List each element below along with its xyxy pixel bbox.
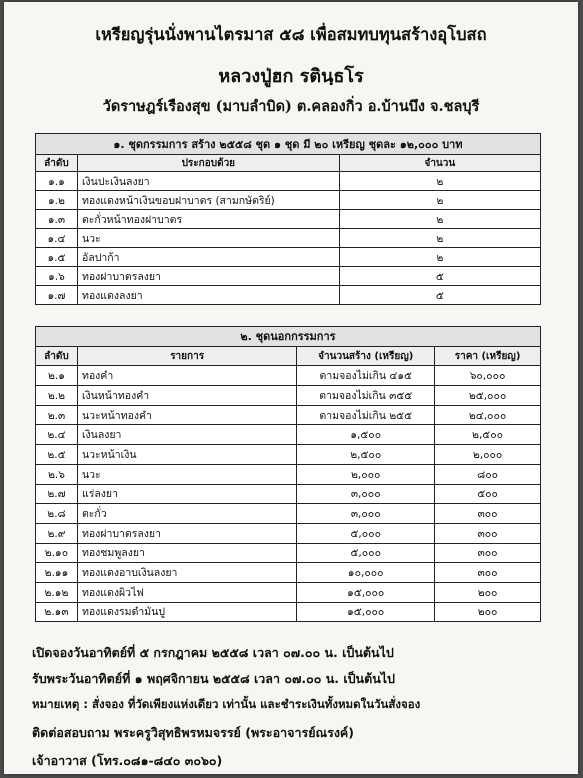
row-no: ๒.๑๑	[36, 563, 78, 583]
row-price: ๒๕,๐๐๐	[435, 386, 541, 406]
row-no: ๒.๑	[36, 366, 78, 386]
table-row	[36, 602, 541, 622]
row-item: เงินลงยา	[77, 425, 296, 445]
row-price: ๓๐๐	[435, 504, 541, 524]
row-no: ๑.๔	[36, 229, 78, 248]
table-row	[36, 248, 541, 267]
row-price: ๖๐,๐๐๐	[435, 366, 541, 386]
row-qty: ๕,๐๐๐	[297, 543, 435, 563]
table-row	[36, 386, 541, 406]
row-item: นวะ	[77, 464, 296, 484]
row-no: ๑.๗	[36, 286, 78, 305]
table-row	[36, 191, 541, 210]
row-qty: ๑๕,๐๐๐	[297, 582, 435, 602]
row-no: ๑.๖	[36, 267, 78, 286]
table-row	[36, 582, 541, 602]
row-no: ๒.๑๒	[36, 582, 78, 602]
table-caption: ๑. ชุดกรรมการ สร้าง ๒๕๕๘ ชุด ๑ ชุด มี ๒๐ เหรียญ ชุดละ ๑๒,๐๐๐ บาท	[36, 134, 541, 155]
row-item: ตะกั่วหน้าทองฝาบาตร	[77, 210, 339, 229]
row-qty: ๒	[339, 229, 540, 248]
row-no: ๒.๑๐	[36, 543, 78, 563]
column-header-item: ประกอบด้วย	[77, 155, 339, 172]
table-row	[36, 229, 541, 248]
committee-set-table	[35, 133, 541, 305]
row-no: ๒.๓	[36, 405, 78, 425]
row-item: ทองแดงรมดำมันปู	[77, 602, 296, 622]
row-item: แร่ลงยา	[77, 484, 296, 504]
row-qty: ตามจองไม่เกิน ๒๕๕	[297, 405, 435, 425]
column-header-item: รายการ	[77, 346, 296, 366]
row-price: ๓๐๐	[435, 543, 541, 563]
row-no: ๒.๒	[36, 386, 78, 406]
row-qty: ๕	[339, 267, 540, 286]
row-no: ๑.๑	[36, 172, 78, 191]
receive-date: รับพระวันอาทิตย์ที่ ๑ พฤศจิกายน ๒๕๕๘ เวลา ๐๗.๐๐ น. เป็นต้นไป	[32, 671, 395, 686]
table-row	[36, 504, 541, 524]
row-qty: ๒	[339, 248, 540, 267]
row-price: ๒,๐๐๐	[435, 445, 541, 465]
row-qty: ๓,๐๐๐	[297, 484, 435, 504]
table-row	[36, 445, 541, 465]
table-row	[36, 425, 541, 445]
row-qty: ตามจองไม่เกิน ๔๑๕	[297, 366, 435, 386]
document-title: เหรียญรุ่นนั่งพานไตรมาส ๕๘ เพื่อสมทบทุนสร้างอุโบสถ	[95, 25, 487, 44]
row-item: ทองแดงหน้าเงินขอบฝาบาตร (สามกษัตริย์)	[77, 191, 339, 210]
temple-address: วัดราษฎร์เรืองสุข (มาบลำบิด) ต.คลองกิ่ว อ.บ้านบึง จ.ชลบุรี	[102, 98, 480, 115]
row-qty: ๑,๕๐๐	[297, 425, 435, 445]
row-qty: ๑๐,๐๐๐	[297, 563, 435, 583]
table-row	[36, 484, 541, 504]
row-price: ๓๐๐	[435, 523, 541, 543]
row-item: ตะกั่ว	[77, 504, 296, 524]
row-price: ๘๐๐	[435, 464, 541, 484]
row-item: นวะ	[77, 229, 339, 248]
table-row	[36, 172, 541, 191]
table-row	[36, 210, 541, 229]
note: หมายเหตุ : สั่งจอง ที่วัดเพียงแห่งเดียว เท่านั้น และชำระเงินทั้งหมดในวันสั่งจอง	[32, 697, 421, 711]
row-qty: ๒	[339, 191, 540, 210]
row-qty: ๕	[339, 286, 540, 305]
row-qty: ๒,๐๐๐	[297, 464, 435, 484]
row-item: ทองฝาบาตรลงยา	[77, 267, 339, 286]
row-price: ๕๐๐	[435, 484, 541, 504]
row-no: ๒.๑๓	[36, 602, 78, 622]
row-no: ๒.๘	[36, 504, 78, 524]
table-row	[36, 286, 541, 305]
row-item: ทองฝาบาตรลงยา	[77, 523, 296, 543]
row-item: ทองแดงลงยา	[77, 286, 339, 305]
row-price: ๒,๕๐๐	[435, 425, 541, 445]
column-header-qty: จำนวน	[339, 155, 540, 172]
row-item: ทองแดงผิวไฟ	[77, 582, 296, 602]
row-item: เงินปะเงินลงยา	[77, 172, 339, 191]
row-item: ทองคำ	[77, 366, 296, 386]
table-row	[36, 523, 541, 543]
row-price: ๓๐๐	[435, 563, 541, 583]
document-page	[4, 2, 578, 774]
table-row	[36, 366, 541, 386]
row-item: เงินหน้าทองคำ	[77, 386, 296, 406]
table-row	[36, 405, 541, 425]
row-no: ๑.๓	[36, 210, 78, 229]
row-item: ทองชมพูลงยา	[77, 543, 296, 563]
row-no: ๒.๕	[36, 445, 78, 465]
row-item: ทองแดงอาบเงินลงยา	[77, 563, 296, 583]
row-price: ๒๐๐	[435, 602, 541, 622]
open-booking-date: เปิดจองวันอาทิตย์ที่ ๕ กรกฎาคม ๒๕๕๘ เวลา ๐๗.๐๐ น. เป็นต้นไป	[32, 645, 394, 660]
column-header-no: ลำดับ	[36, 346, 78, 366]
abbot-phone: เจ้าอาวาส (โทร.๐๘๑-๘๔๐ ๓๐๖๐)	[32, 753, 223, 768]
row-no: ๑.๒	[36, 191, 78, 210]
non-committee-table	[35, 326, 541, 622]
row-no: ๒.๙	[36, 523, 78, 543]
row-qty: ๓,๐๐๐	[297, 504, 435, 524]
table-row	[36, 267, 541, 286]
row-no: ๒.๖	[36, 464, 78, 484]
row-qty: ๕,๐๐๐	[297, 523, 435, 543]
row-price: ๒๔,๐๐๐	[435, 405, 541, 425]
row-qty: ๒,๕๐๐	[297, 445, 435, 465]
table-row	[36, 543, 541, 563]
row-qty: ๒	[339, 172, 540, 191]
row-item: อัลปาก้า	[77, 248, 339, 267]
row-item: นวะหน้าทองคำ	[77, 405, 296, 425]
table-row	[36, 464, 541, 484]
row-no: ๑.๕	[36, 248, 78, 267]
row-qty: ตามจองไม่เกิน ๓๕๕	[297, 386, 435, 406]
row-qty: ๒	[339, 210, 540, 229]
column-header-no: ลำดับ	[36, 155, 78, 172]
row-no: ๒.๗	[36, 484, 78, 504]
row-qty: ๑๕,๐๐๐	[297, 602, 435, 622]
row-no: ๒.๔	[36, 425, 78, 445]
column-header-qty: จำนวนสร้าง (เหรียญ)	[297, 346, 435, 366]
table-row	[36, 563, 541, 583]
contact: ติดต่อสอบถาม พระครูวิสุทธิพรหมจรรย์ (พระอาจารย์ณรงค์)	[32, 725, 355, 740]
table-caption: ๒. ชุดนอกกรรมการ	[36, 327, 541, 347]
row-price: ๒๐๐	[435, 582, 541, 602]
monk-name: หลวงปู่ฮก รตินฺธโร	[218, 66, 364, 87]
row-item: นวะหน้าเงิน	[77, 445, 296, 465]
column-header-price: ราคา (เหรียญ)	[435, 346, 541, 366]
